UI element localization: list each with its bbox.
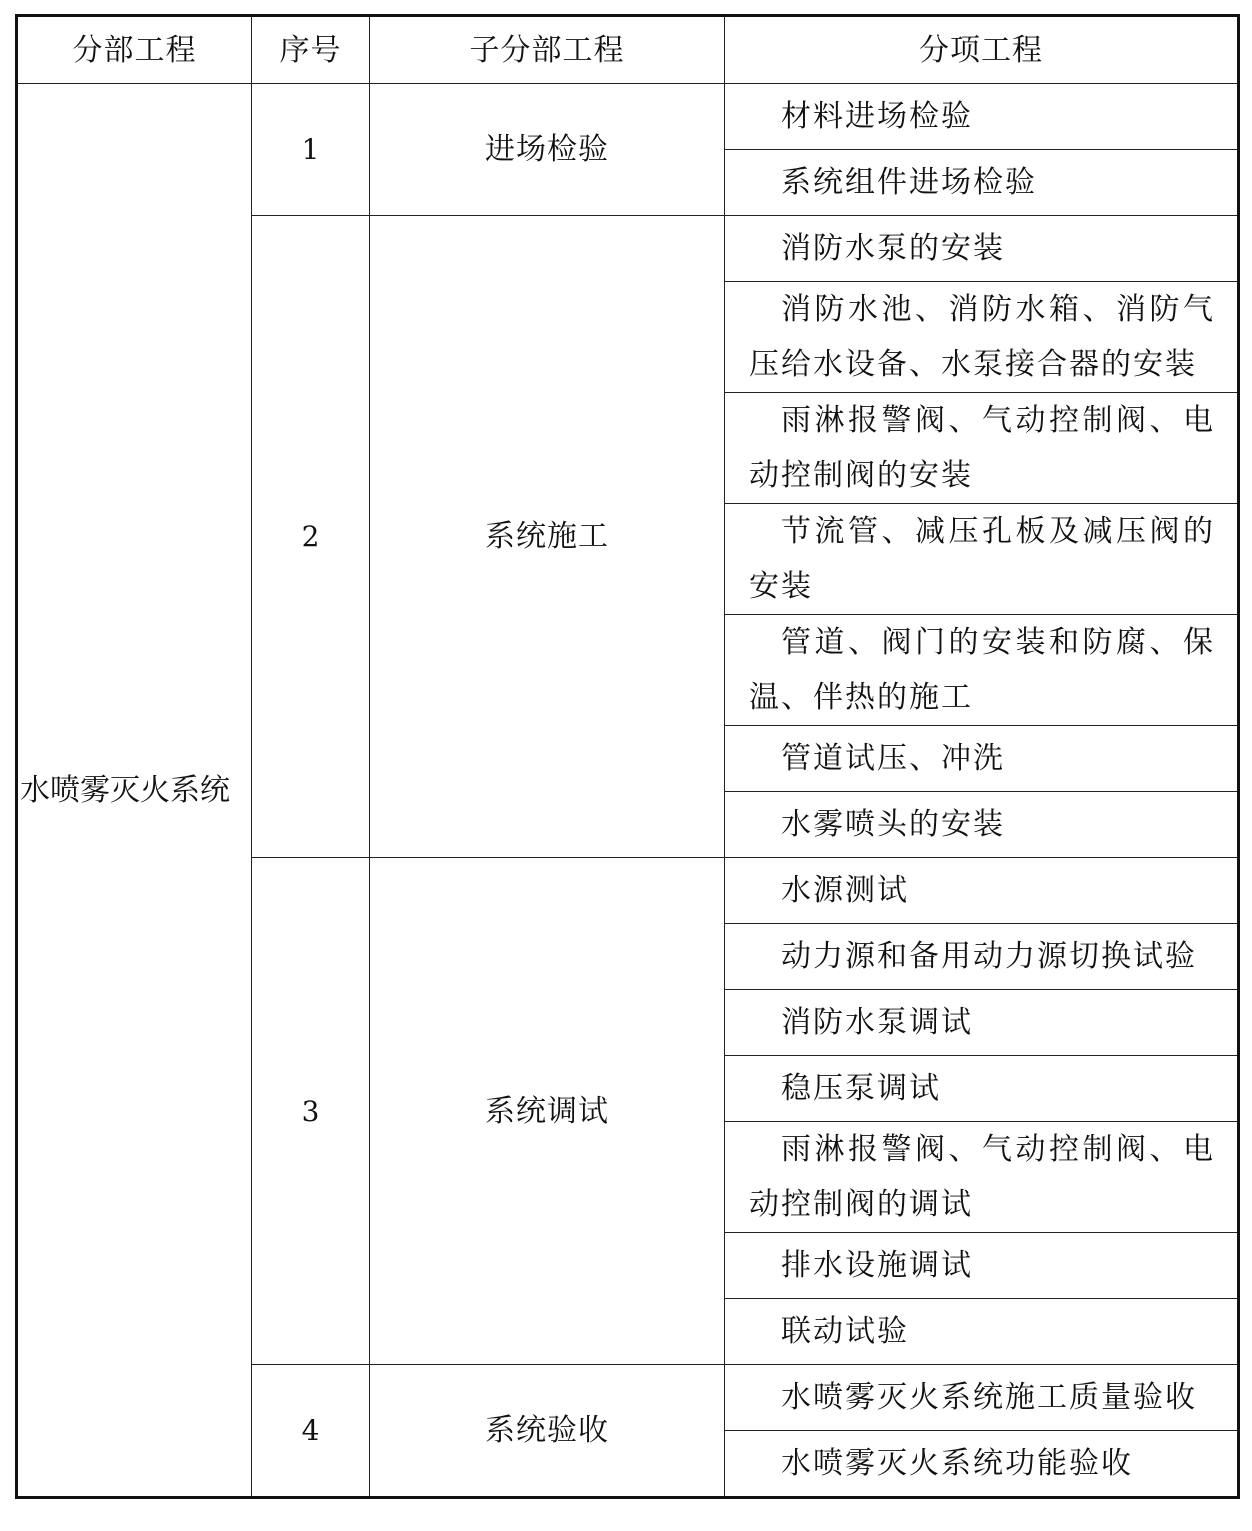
sub-division-name: 进场检验 [370,84,725,216]
sub-division-name: 系统验收 [370,1365,725,1498]
sub-division-name: 系统调试 [370,858,725,1365]
sub-item-cell: 节流管、减压孔板及减压阀的安装 [725,504,1239,615]
group-number: 3 [252,858,370,1365]
table-row [17,84,1239,150]
header-sub-item: 分项工程 [725,16,1239,84]
group-number: 1 [252,84,370,216]
sub-item-cell: 动力源和备用动力源切换试验 [725,924,1239,990]
sub-division-name: 系统施工 [370,216,725,858]
sub-item-cell: 水源测试 [725,858,1239,924]
engineering-division-table [15,14,1240,1499]
sub-item-cell: 联动试验 [725,1299,1239,1365]
header-sub-division: 子分部工程 [370,16,725,84]
sub-item-cell: 管道、阀门的安装和防腐、保温、伴热的施工 [725,615,1239,726]
sub-item-cell: 水喷雾灭火系统功能验收 [725,1431,1239,1498]
sub-item-cell: 雨淋报警阀、气动控制阀、电动控制阀的调试 [725,1122,1239,1233]
sub-item-cell: 水雾喷头的安装 [725,792,1239,858]
sub-item-cell: 消防水泵的安装 [725,216,1239,282]
sub-item-cell: 系统组件进场检验 [725,150,1239,216]
sub-item-cell: 雨淋报警阀、气动控制阀、电动控制阀的安装 [725,393,1239,504]
header-division: 分部工程 [17,16,252,84]
header-serial-number: 序号 [252,16,370,84]
group-number: 2 [252,216,370,858]
sub-item-cell: 消防水池、消防水箱、消防气压给水设备、水泵接合器的安装 [725,282,1239,393]
group-number: 4 [252,1365,370,1498]
sub-item-cell: 管道试压、冲洗 [725,726,1239,792]
division-name: 水喷雾灭火系统 [17,84,252,1498]
sub-item-cell: 材料进场检验 [725,84,1239,150]
header-row [17,16,1239,84]
sub-item-cell: 排水设施调试 [725,1233,1239,1299]
sub-item-cell: 稳压泵调试 [725,1056,1239,1122]
sub-item-cell: 消防水泵调试 [725,990,1239,1056]
sub-item-cell: 水喷雾灭火系统施工质量验收 [725,1365,1239,1431]
